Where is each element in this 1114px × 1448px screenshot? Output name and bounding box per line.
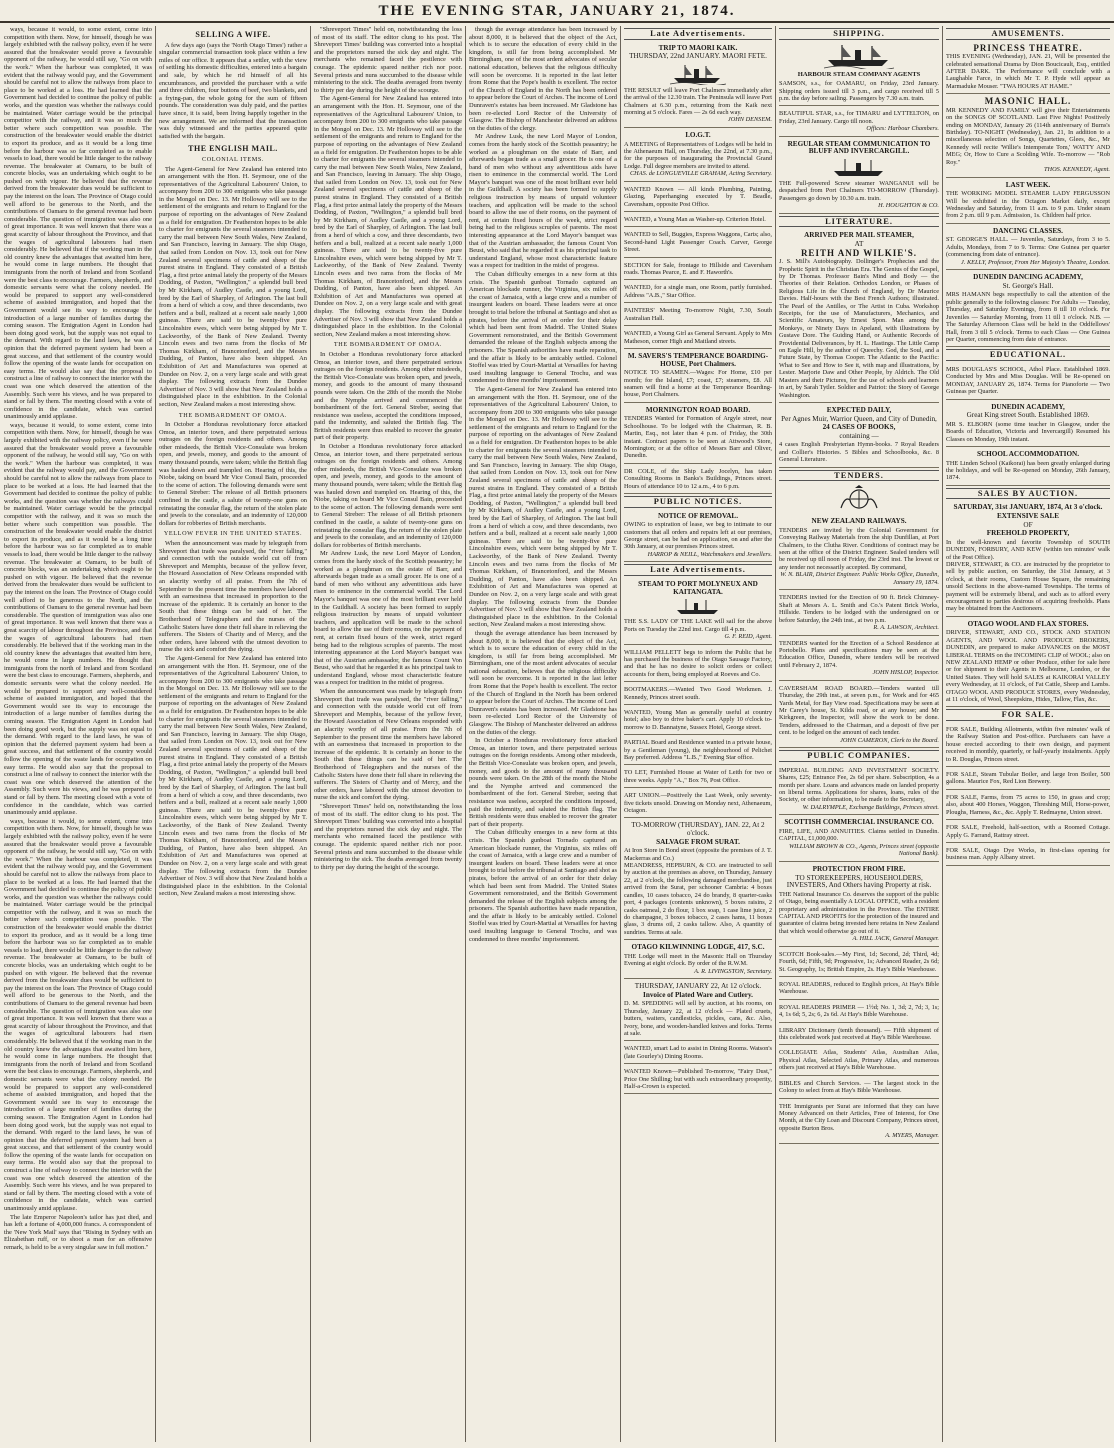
section-heading-late-ads: Late Advertisements.: [624, 564, 772, 576]
ad-date: THURSDAY, 22nd JANUARY. MAORI FETE.: [629, 52, 767, 61]
column-divider: [775, 26, 776, 1442]
ad-body: THIS EVENING (Wednesday), JAN. 21, Will be presented the celebrated sensational Drama by Dion Boucicault, Esq., entitled AFTER DARK. The Performance will conclude with a Laughable Farce, in which Mr T. P. Hyde will appear as Marmaduke Mouser. "TWA HOURS AT HAME.": [946, 53, 1110, 90]
column-3: [314, 26, 462, 1444]
column-divider: [310, 26, 311, 1442]
headline-english-mail: THE ENGLISH MAIL.: [188, 144, 278, 154]
ad-body: WILLIAM PELLETT begs to inform the Public that he has purchased the business of the Otago Sausage Factory, and that he has no desire to solicit orders or collect accounts for them, being employed at Roeves and Co.: [624, 648, 772, 678]
ad-body: THE S.S. LADY OF THE LAKE will sail for the above Ports on Tuesday the 22nd inst. Cargo till 4 p.m.: [624, 618, 772, 633]
ad-signature: A. HILL JACK, General Manager.: [852, 935, 939, 943]
ad-title: HARBOUR STEAM COMPANY AGENTS: [797, 70, 921, 78]
ad-mornington-road-board: [624, 405, 772, 464]
ship-vignette-icon: [831, 158, 887, 178]
ad-title: NOTICE OF REMOVAL.: [657, 511, 739, 520]
ad-wanted: [624, 282, 772, 303]
ship-vignette-icon: [674, 598, 722, 616]
ad-body: 4 cases English Presbyterian Hymn-books. 7 Royal Readers and Collier's Histories. 5 Bibles and Schoolbooks, &c. 8 General Literature.: [779, 441, 939, 464]
ad-signature: WILLIAM BROWN & CO., Agents, Princes street (opposite National Bank).: [788, 842, 939, 858]
ad-of: OF: [1023, 520, 1033, 529]
column-4: [469, 26, 617, 1444]
column-5: [624, 26, 772, 1444]
ad-title: PRINCESS THEATRE.: [973, 42, 1083, 53]
ad-body: COLLEGIATE Atlas, Students' Atlas, Australian Atlas, Physical Atlas, Selected Atlas, Primary Atlas, and numerous others just received at Hay's Bible Warehouse.: [779, 1049, 939, 1072]
section-heading-public-companies: PUBLIC COMPANIES.: [779, 750, 939, 762]
ad-body: FOR SALE, Farms, from 75 acres to 150, in grass and crop; also, about 400 Horses, Waggon, Threshing Mill, Horse-power, Ploughs, Harness, &c., &c. Apply T. Redmayne, Union street.: [946, 793, 1110, 816]
ad-signature: Offices: Harbour Chambers.: [866, 125, 939, 133]
ad-for-sale: [946, 724, 1110, 767]
subhead-yellow-fever: YELLOW FEVER IN THE UNITED STATES.: [163, 530, 303, 538]
ad-body: FOR SALE, Otago Dye Works, in first-class opening for business man. Apply Albany street.: [946, 846, 1110, 862]
ad-body: THE Lodge will meet in the Masonic Hall on Thursday Evening at eight o'clock. By order of the R.W.M.: [624, 952, 772, 968]
ad-body: CAVERSHAM ROAD BOARD.—Tenders wanted till Thursday, the 29th inst., at seven p.m., for Work and for 465 Yards Metal, for Bay View road. Specifications may be seen at Mr Carey's house, St. Kilda road, or at any house; and Mr Kirkgreen, the Inspector, will show the work to be done. Tenders, addressed to the Chairman, and a deposit of five per cent. to be lodged on the amount of each tender.: [779, 684, 939, 737]
ad-library-dictionary: [779, 1025, 939, 1046]
ad-body: FOR SALE, Freehold, half-section, with a Roomed Cottage. Apply G. Farrand, Rattray street.: [946, 824, 1110, 839]
ad-wanted: [624, 184, 772, 212]
column-divider: [620, 26, 621, 1442]
masthead: [0, 0, 1114, 22]
royal-crest-icon: [839, 484, 879, 514]
column-divider: [155, 26, 156, 1442]
ad-wanted: [624, 1043, 772, 1064]
ad-date: SATURDAY, 31st JANUARY, 1874, At 3 o'clock.: [953, 503, 1103, 512]
ad-body: DR COLE, of the Ship Lady Jocelyn, has taken Consulting Rooms in Banks's Buildings, Princes street. Hours of attendance 10 to 12 a.m., 4 to 6 p.m.: [624, 467, 772, 490]
ad-collegiate-atlas: [779, 1047, 939, 1075]
ad-title: SCOTTISH COMMERCIAL INSURANCE CO.: [784, 818, 934, 827]
ad-body: ART UNION.—Positively the Last Week, only seventy-five tickets unsold. Drawing on Monday next, Athenaeum, Octagon.: [624, 792, 772, 815]
ad-title: STEAM TO PORT MOLYNEUX AND KAITANGATA.: [638, 579, 758, 596]
ad-title: REITH AND WILKIE'S.: [800, 247, 918, 258]
ad-body: At Iron Store in Bond street (opposite the premises of J. T. Mackerras and Co.): [624, 847, 772, 862]
section-heading-shipping: SHIPPING.: [779, 28, 939, 40]
headline-selling-a-wife: SELLING A WIFE.: [195, 30, 271, 39]
ad-wanted: [624, 214, 772, 227]
ad-title: LAST WEEK.: [1005, 180, 1051, 189]
ad-caversham-road-board: [779, 683, 939, 748]
ad-body: WANTED Known—Published To-morrow, "Fairy Dust," Price One Shilling; but with such extraordinary prosperity, Half-a-Crown is expected.: [624, 1068, 772, 1090]
ad-wanganui: [779, 139, 939, 214]
ad-royal-readers-primer: [779, 1002, 939, 1023]
ad-body: WANTED, for a single man, one Room, partly furnished. Address "A.B.," Star Office.: [624, 284, 772, 299]
ad-signature: CHAS. de LONGUEVILLE GRAHAM, Acting Secretary.: [629, 170, 772, 178]
ad-title: DUNEDIN DANCING ACADEMY,: [973, 273, 1083, 282]
subhead-omoa: THE BOMBARDMENT OF OMOA.: [178, 411, 288, 419]
section-heading-amusements: AMUSEMENTS.: [946, 28, 1110, 40]
column-2: [159, 26, 307, 1444]
ad-bootmakers: [624, 684, 772, 705]
ad-body: THE RESULT will leave Port Chalmers immediately after the arrival of the 12.30 train. The Peninsula will leave Port Chalmers at 6.30 p.m., returning from the Kaik next morning at 5 o'clock. Fares — 2s 6d each way.: [624, 86, 772, 116]
section-heading-literature: LITERATURE.: [779, 216, 939, 228]
ad-body: PAINTERS' Meeting To-morrow Night, 7.30, South Australian Hall.: [624, 307, 772, 322]
ad-body: DRIVER, STEWART, & CO. are instructed by the proprietor to sell by public auction, on Saturday, the 31st January, at 3 o'clock, at their rooms, Custom House Square, the remaining unsold Sections in the above-named Townships. The terms of payment will be extremely liberal, and such as to afford every encouragement to parties desirous of acquiring freeholds. Plans may be obtained from the Auctioneers.: [946, 560, 1110, 613]
ad-body: THE Full-powered Screw steamer WANGANUI will be despatched from Port Chalmers TO-MORROW (Thursday). Passengers go down by 10.30 a.m. train.: [779, 180, 939, 202]
ad-signature: J. KELLY, Professor, From Her Majesty's Theatre, London.: [961, 258, 1110, 266]
article-text: The late Emperor Napoleon's tailor has just died, and has left a fortune of 4,000,000 francs. A correspondent of the 'New York Mail' says that "Rising in Sydney with an Elizabethan ruff, or to shoot a man for an offensive remark, is held to be a very singular saw in full motion.": [4, 1213, 152, 1251]
ad-protection-from-fire: [779, 864, 939, 947]
section-heading-for-sale: FOR SALE.: [946, 709, 1110, 721]
ad-for-sale: [946, 845, 1110, 866]
ad-wool-flax-stores: [946, 619, 1110, 708]
article-text: though the average attendance has been increased by about 8,000, it is believed that the object of the Act, which is to secure the education of every child in the kingdom, is still far from being accomplished. Mr Birmingham, one of the most ardent advocates of secular national education, believes that the religious difficulty will soon be overcome. It is reported in the last letter from Rome that the Pope's health is excellent. The rector of the Church of England in the North has been ordered to appear before the Court of Arches. The income of Lord Dunraven's estates has been increased. Mr Gladstone has been re-elected Lord Rector of the University of Glasgow. The Bishop of Manchester delivered an address on the duties of the clergy.: [469, 629, 617, 736]
ad-body: ROYAL READERS PRIMER — 1½d; No. 1, 3d; 2, 7d; 3, 1s; 4, 1s 6d; 5, 2s; 6, 2s 6d. At Hay's Bible Warehouse.: [779, 1003, 939, 1019]
article-text: Mr Andrew Lusk, the new Lord Mayor of London, comes from the hardy stock of the Scottish peasantry; he worked as a ploughman on the estate of Barr, and afterwards began trade as a small grocer. He is one of a band of men who without any adventitious aids have risen to eminence in the commercial world. The Lord Mayor's banquet was one of the most brilliant ever held in the Guildhall. A society has been formed to supply religious instruction by means of unpaid volunteer teachers, and application will be made to the school board to allow the use of their rooms, on the payment of rent, at certain fixed hours of the week, strict regard being had to the religious scruples of parents. The most interesting appearance at the Lord Mayor's banquet was that of the Austrian ambassador, the famous Count Von Beust, who said that he regarded it as his principal task to understand England, whose most characteristic feature was a respect for tradition in the midst of progress.: [469, 133, 617, 270]
ad-kilwinning-lodge: [624, 942, 772, 979]
ad-dancing-academy: [946, 272, 1110, 347]
ad-signature: HARROP & NEILL, Watchmakers and Jewellers.: [647, 550, 772, 558]
column-divider: [942, 26, 943, 1442]
ad-scottish-commercial: [779, 817, 939, 862]
ad-body: In the well-known and favorite Township of SOUTH DUNEDIN, FORBURY, AND KEW (within ten minutes' walk of the Post Office).: [946, 538, 1110, 561]
ad-body: BOOTMAKERS.—Wanted Two Good Workmen. J. Kennedy, Princes street south.: [624, 686, 772, 701]
ad-body: THE National Insurance Co. deserves the support of the public of Otago, being essentially A LOCAL OFFICE, with a resident proprietary and administration in the Province. The ENTIRE CAPITAL AND PROFITS for the protection of the insured and guarantee of claims being invested here retains in New Zealand that which would otherwise go out of it.: [779, 890, 939, 935]
ad-signature: JOHN DENSEM.: [727, 116, 772, 124]
ad-signature: A. R. LIVINGSTON, Secretary.: [694, 967, 772, 975]
section-heading-sales-by-auction: SALES BY AUCTION.: [946, 488, 1110, 500]
ad-body: SECTION for Sale, frontage to Hillside and Caversham roads. Thomas Pearce, E. and F. Haworth's.: [624, 261, 772, 277]
ad-subtitle: TO STOREKEEPERS, HOUSEHOLDERS, INVESTERS, And Others having Property at risk.: [786, 873, 932, 890]
ad-body: MR KENNEDY AND FAMILY will give their Entertainments on the SONGS OF SCOTLAND. Last Five Nights! Positively ending on MONDAY, January 26 (114th anniversary of Burns's Birthday). TO-NIGHT (Wednesday), Jan. 21, In addition to a miscellaneous selection of Songs, Quartettes, Glees, &c., Mr Kennedy will recite 'Willie's Intemperate Tom,' WATTY AND MEG; Or, How to Cure a Scolding Wife. To-morrow — "Rob Roy.": [946, 106, 1110, 166]
steamer-woodcut-icon: [670, 63, 726, 85]
section-heading-late-ads: Late Advertisements.: [624, 28, 772, 40]
ad-body: THE Linden School (Kaikorai) has been greatly enlarged during the holidays, and will be Re-opened on Monday, 26th January, 1874.: [946, 459, 1110, 482]
ad-painters: [624, 305, 772, 326]
column-1: [4, 26, 152, 1444]
subhead-omoa: THE BOMBARDMENT OF OMOA.: [333, 341, 443, 349]
article-text: In October a Honduras revolutionary force attacked Omoa, an interior town, and there perpetrated serious outrages on the foreign residents. Among other misdeeds, the British Vice-Consulate was broken open, and jewels, money, and goods to the amount of many thousand pounds were taken. On the 28th of the month the Niobe and the Nymphe arrived and commenced the bombardment of the fort. General Streber, seeing that resistance was useless, accepted the conditions imposed, paid the indemnity, and saluted the British flag. The British residents were thus enabled to recover the greater part of their property.: [314, 350, 462, 442]
ad-body: IMPERIAL BUILDING AND INVESTMENT SOCIETY. Shares, £25; Entrance Fee, 2s 6d per share. Subscription, 4s a month per share. Loans and advances made on landed property on liberal terms. Applications for shares, loans, rules of the Society, or other information, to be made to the Secretary,: [779, 766, 939, 804]
ad-body: MRS DOUGLAS'S SCHOOL, Athol Place. Established 1869. Conducted by Mrs and Miss Douglas. Will be Re-opened on MONDAY, JANUARY 26, 1874. Terms for Pianoforte — Two Guineas per Quarter.: [946, 365, 1110, 396]
article-text: The Cuban difficulty emerges in a new form at this crisis. The Spanish gunboat Tornado captured an American blockade runner, the Virginius, six miles off the coast of Jamaica, with a large crew and a number of insurgent leaders on board. These leaders were at once brought to trial before the tribunal at Santiago and shot as pirates, before the arrival of an order for their delay which had been sent from Madrid. The United States Government remonstrated, and the British Government demanded the release of the English subjects among the prisoners. The Spanish authorities have made reparation, and the affair is likely to be amicably settled. Colonel Stoffel was tried by Court-Martial at Versailles for having used insulting language to General Trochu, and was condemned to three months' imprisonment.: [469, 271, 617, 385]
ad-body: WANTED, a Young Girl as General Servant. Apply to Mrs Matheson, corner High and Maitland streets.: [624, 330, 772, 345]
subhead-colonial-items: COLONIAL ITEMS.: [201, 155, 265, 163]
article-text: The Cuban difficulty emerges in a new form at this crisis. The Spanish gunboat Tornado captured an American blockade runner, the Virginius, six miles off the coast of Jamaica, with a large crew and a number of insurgent leaders on board. These leaders were at once brought to trial before the tribunal at Santiago and shot as pirates, before the arrival of an order for their delay which had been sent from Madrid. The United States Government remonstrated, and the British Government demanded the release of the English subjects among the prisoners. The Spanish authorities have made reparation, and the affair is likely to be amicably settled. Colonel Stoffel was tried by Court-Martial at Versailles for having used insulting language to General Trochu, and was condemned to three months' imprisonment.: [469, 829, 617, 943]
article-text: Mr Andrew Lusk, the new Lord Mayor of London, comes from the hardy stock of the Scottish peasantry; he worked as a ploughman on the estate of Barr, and afterwards began trade as a small grocer. He is one of a band of men who without any adventitious aids have risen to eminence in the commercial world. The Lord Mayor's banquet was one of the most brilliant ever held in the Guildhall. A society has been formed to supply religious instruction by means of unpaid volunteer teachers, and application will be made to the school board to allow the use of their rooms, on the payment of rent, at certain fixed hours of the week, strict regard being had to the religious scruples of parents. The most interesting appearance at the Lord Mayor's banquet was that of the Austrian ambassador, the famous Count Von Beust, who said that he regarded it as his principal task to understand England, whose most characteristic feature was a respect for tradition in the midst of progress.: [314, 550, 462, 687]
ad-body: Per Agnes Muir, Warrior Queen, and City of Dunedin,: [781, 414, 937, 423]
ad-title: FREEHOLD PROPERTY,: [986, 529, 1070, 538]
article-text: The Agent-General for New Zealand has entered into an arrangement with the Hon. H. Seymour, one of the representatives of the Agricultural Labourers' Union, to accompany from 200 to 300 emigrants who take passage in the Mongol on Dec. 13. Mr Holloway will see to the settlement of the emigrants and return to England for the purpose of reporting on the advantages of New Zealand as a field for emigration. Dr Featherston hopes to be able to charter for emigrants the several steamers intended to carry the mail between New South Wales, New Zealand, and San Francisco, leaving in January. The ship Otago, that sailed from London on Nov. 13, took out for New Zealand several specimens of cattle and sheep of the purest strains in England. They consisted of a British Flag, a first prize animal lately the property of the Messrs Dodding, of Paxton, "Wellington," a splendid bull bred by Mr Kirkham, of Audley Castle, and a young Lord, bred by the Earl of Sharpley, of Arlington. The last bull from a herd of which a cow, and three descendants, two heifers and a bull, realized at a recent sale nearly 1,000 guineas. There are said to be twenty-five pure Lincolnshire ewes, which were being shipped by Mr T. Lackworthy, of the Bank of New Zealand. Twenty Lincoln ewes and two rams from the flocks of Mr Thomas Kirkham, of Brancetonford, and the Messrs Dudding, of Panton, have also been shipped. An Exhibition of Art and Manufactures was opened at Dundee on Nov. 2, on a very large scale and with great display. The following extracts from the Dundee Advertiser of Nov. 3 will show that New Zealand holds a distinguished place in the exhibition. In the Colonial section, New Zealand makes a most interesting show.: [159, 654, 307, 898]
article-text: In October a Honduras revolutionary force attacked Omoa, an interior town, and there perpetrated serious outrages on the foreign residents and others. Among other misdeeds, the British Vice-Consulate was broken open, and jewels, money, and goods to the amount of many thousand pounds, were taken; while the British flag was hauled down and trampled on. Hearing of this, the Niobe, taking on board Mr Vice Consul Bain, proceeded to the scene of action. The following demands were sent to General Streber: The release of all British prisoners confined in the castle, a salute of twenty-one guns on reinstating the consular flag, the return of the stolen plate and jewels to the consulate, and an indemnity of 120,000 dollars for robberies of British merchants.: [159, 421, 307, 527]
ad-section-for-sale: [624, 260, 772, 281]
ad-signature: A. MYERS, Manager.: [885, 1132, 939, 1140]
section-heading-public-notices: PUBLIC NOTICES.: [624, 496, 772, 508]
ad-title: EXPECTED DAILY,: [826, 405, 892, 414]
ad-for-sale: [946, 822, 1110, 843]
ad-signature: W. N. BLAIR, District Engineer. Public Works Office, Dunedin, January 19, 1874.: [780, 571, 939, 586]
masthead-rule: [0, 21, 1114, 23]
ad-wanted: [624, 229, 772, 257]
ad-for-sale: [946, 792, 1110, 820]
ad-body: FOR SALE, Steam Tubular Boiler, and large Iron Boiler, 500 gallons. Maurice Fox, Red Lion Brewery.: [946, 771, 1110, 786]
ad-scotch-books: [779, 949, 939, 977]
ad-body: ST. GEORGE'S HALL. — Juveniles, Saturdays, from 3 to 5. Adults, Mondays, from 7 to 9. Terms: One Guinea per quarter (commencing from date of entrance).: [946, 236, 1110, 259]
ad-title: MASONIC HALL.: [984, 96, 1072, 107]
ad-title: 24 CASES OF BOOKS,: [822, 423, 896, 432]
ad-expected-daily: [779, 405, 939, 468]
ad-freehold-sale: [946, 502, 1110, 616]
ad-body: MR S. ELBORN (some time teacher in Glasgow, under the Boards of Education, Victoria and Invercargill) Resumed his Classes on Monday, 19th instant.: [946, 420, 1110, 443]
ad-art-union: [624, 790, 772, 818]
ad-to-let: [624, 767, 772, 788]
ad-samson: [779, 78, 939, 106]
article-text: ways, because it would, to some extent, come into competition with them. Now, for himself, though he was largely exhibited with the railway policy, even if he were assured that the breakwater would prove a favourable opponent of the railway, he would still say, "Go on with the work." When the harbour was completed, it was evident that the railway would pay, and the Government should be careful not to allow the railways from place to place to be worked at a loss. He had learned that the Government had decided to continue the policy of public works, and the question was whether the railways could be maintained. Water carriage would be the principal competitor with the railway, and it was so much the better where such competition was possible. The construction of the breakwater would enable the district to export its produce, and as it would be a long time before the harbour was so far completed as to enable vessels to load, there would be little danger to the railway revenue. The breakwater at Oamaru, to be built of concrete blocks, was an undertaking which ought to be pushed on with vigour. He believed that the revenue derived from the breakwater dues would be sufficient to pay the interest on the loan. The Province of Otago could well afford to be generous to the North, and the contributions of Oamaru to the general revenue had been considerable. The question of immigration was also one of great importance. It was well known that there was a great scarcity of labour throughout the Province, and that the wages of agricultural labourers had risen considerably. He believed that if the working man in the old country knew the advantages that awaited him here, he would come in large numbers. He thought that immigrants from the north of Ireland and from Scotland were the best class to encourage. Farmers, shepherds, and domestic servants were what the colony needed. He would be prepared to support any well-considered scheme of assisted immigration, and hoped that the Government would see its way to encourage the introduction of a large number of families during the coming season. The Emigration Agent in London had been doing good work, but the supply was not equal to the demand. With regard to the land laws, he was of opinion that the deferred payment system had been a great success, and that settlement of the country would follow the opening of the waste lands for occupation on easy terms. He would also say that the proposal to construct a line of railway to connect the interior with the coast was one which deserved the attention of the Assembly. Such were his views, and he was prepared to stand or fall by them. The meeting closed with a vote of confidence in the candidate, which was carried unanimously amid applause.: [4, 26, 152, 421]
ad-body: A MEETING of Representatives of Lodges will be held in the Athenaeum Hall, on Thursday, the 22nd, at 7.30 p.m., for the purposes of inaugurating the Provincial Grand Lodge. Full degree members are invited to attend.: [624, 140, 772, 170]
ad-title: DUNEDIN ACADEMY,: [991, 402, 1065, 411]
ad-salvage-surat: [624, 820, 772, 940]
ad-date: TO-MORROW (THURSDAY), JAN. 22, At 2 o'clock.: [631, 821, 765, 838]
ad-body: MEANDRESS, HEPBURN, & CO. are instructed to sell by auction at the premises as above, on Thursday, January 22, at 2 o'clock, the following damaged merchandise, just arrived from the Surat, per schooner Cambria: 4 boxes candles, 10 cases tobacco, 24 do brandy, 8 quarter-casks port, 4 packages (contents unknown), 5 boxes raisins, 2 casks oatmeal, 2 do flour, 1 box soap, 1 case lime juice, 2 do champagne, 3 boxes tobacco, 2 cases hams, 11 boxes glass, 3 drums oil, 2 casks tallow. Also, A quantity of sundries. Terms at sale.: [624, 862, 772, 936]
ad-body: ROYAL READERS, reduced to English prices, At Hay's Bible Warehouse.: [779, 981, 939, 996]
ad-temperance-house: [624, 351, 772, 403]
article-text: ways, because it would, to some extent, come into competition with them. Now, for himself, though he was largely exhibited with the railway policy, even if he were assured that the breakwater would prove a favourable opponent of the railway, he would still say, "Go on with the work." When the harbour was completed, it was evident that the railway would pay, and the Government should be careful not to allow the railways from place to place to be worked at a loss. He had learned that the Government had decided to continue the policy of public works, and the question was whether the railways could be maintained. Water carriage would be the principal competitor with the railway, and it was so much the better where such competition was possible. The construction of the breakwater would enable the district to export its produce, and as it would be a long time before the harbour was so far completed as to enable vessels to load, there would be little danger to the railway revenue. The breakwater at Oamaru, to be built of concrete blocks, was an undertaking which ought to be pushed on with vigour. He believed that the revenue derived from the breakwater dues would be sufficient to pay the interest on the loan. The Province of Otago could well afford to be generous to the North, and the contributions of Oamaru to the general revenue had been considerable. The question of immigration was also one of great importance. It was well known that there was a great scarcity of labour throughout the Province, and that the wages of agricultural labourers had risen considerably. He believed that if the working man in the old country knew the advantages that awaited him here, he would come in large numbers. He thought that immigrants from the north of Ireland and from Scotland were the best class to encourage. Farmers, shepherds, and domestic servants were what the colony needed. He would be prepared to support any well-considered scheme of assisted immigration, and hoped that the Government would see its way to encourage the introduction of a large number of families during the coming season. The Emigration Agent in London had been doing good work, but the supply was not equal to the demand. With regard to the land laws, he was of opinion that the deferred payment system had been a great success, and that settlement of the country would follow the opening of the waste lands for occupation on easy terms. He would also say that the proposal to construct a line of railway to connect the interior with the coast was one which deserved the attention of the Assembly. Such were his views, and he was prepared to stand or fall by them. The meeting closed with a vote of confidence in the candidate, which was carried unanimously amid applause.: [4, 421, 152, 817]
ad-iogt: [624, 130, 772, 182]
ad-body: NOTICE TO SEAMEN.—Wages: For Home, £10 per month; for the Island, £7; coast, £7; steamers, £8. All seamen will find a home at the Temperance Boarding-house, Port Chalmers.: [624, 369, 772, 399]
article-text: In October a Honduras revolutionary force attacked Omoa, an interior town, and there perpetrated serious outrages on the foreign residents. Among other misdeeds, the British Vice-Consulate was broken open, and jewels, money, and goods to the amount of many thousand pounds were taken. On the 28th of the month the Niobe and the Nymphe arrived and commenced the bombardment of the fort. General Streber, seeing that resistance was useless, accepted the conditions imposed, paid the indemnity, and saluted the British flag. The British residents were thus enabled to recover the greater part of their property.: [469, 737, 617, 828]
ad-dunedin-academy: [946, 402, 1110, 447]
ad-title: OTAGO KILWINNING LODGE, 417, S.C.: [631, 943, 765, 952]
ad-signature: JOHN CAMERON, Clerk to the Board.: [840, 736, 939, 744]
ad-body: FOR SALE, Building Allotments, within five minutes' walk of the Railway Station and Post-office. Purchasers can have a house erected according to their own design, and payment received in monthly, quarterly, or half-yearly instalments. Apply to R. Douglas, Princes street.: [946, 726, 1110, 763]
ad-title: SALVAGE FROM SURAT.: [656, 837, 740, 846]
ad-signature: JOHN HISLOP, Inspector.: [872, 669, 939, 677]
ad-title: PROTECTION FROM FIRE.: [812, 865, 906, 873]
ad-beautiful-star: [779, 108, 939, 136]
article-text: When the announcement was made by telegraph from Shreveport that trade was paralysed, the "river falling," and connection with the outside world cut off from Shreveport and Memphis, because of the yellow fever, the Howard Association of New Orleans responded with an alacrity worthy of all praise. From the 7th of September to the present time the members have labored with an earnestness that increased in proportion to the increase of the epidemic. It is certainly an honor to the South that these things can be said of her. The Brotherhood of Telegraphers and the nurses of the Catholic Sisters have done their full share in relieving the sufferers. The Sisters of Charity and of Mercy, and the other orders, have labored with the utmost devotion to nurse the sick and comfort the dying.: [159, 540, 307, 654]
ad-body: TENDERS invited for the Erection of 90 ft. Brick Chimney-Shaft at Messrs A. L. Smith and Co.'s Patent Brick Works, Hillside. Tenders to be lodged with the undersigned on or before Saturday, the 24th inst., at two p.m.: [779, 594, 939, 624]
masthead-title: THE EVENING STAR, JANUARY 21, 1874.: [378, 3, 736, 19]
ad-body: THE WORKING MODEL STEAMER LADY FERGUSSON Will be exhibited in the Octagon Market daily, except Wednesday and Saturday, from 11 a.m. to 9 p.m. Under steam from 2 p.m. till 9 p.m. Admission, 1s. Children half price.: [946, 190, 1110, 220]
article-text: "Shreveport Times" held on, notwithstanding the loss of most of its staff. The editor clung to his post. The Shreveport Times' building was converted into a hospital and the proprietors nursed the sick day and night. The merchants who remained faced the pestilence with courage. The epidemic spared neither rich nor poor. Several priests and nuns succumbed to the disease while ministering to the sick. The deaths averaged from twenty to thirty per day during the height of the scourge.: [314, 26, 462, 94]
ad-steam-port-molyneux: [624, 579, 772, 645]
ad-title: REGULAR STEAM COMMUNICATION TO BLUFF AND INVERCARGILL.: [787, 139, 931, 156]
ad-at: AT: [854, 240, 864, 248]
ad-trip-maori-kaik: [624, 43, 772, 128]
ad-body: WANTED, Young Man as generally useful at country hotel; also boy to drive baker's cart. Apply 10 o'clock to-morrow to D. Bannatyne, Sussex Hotel, George street.: [624, 709, 772, 731]
ad-notice-of-removal: [624, 511, 772, 563]
ad-body: WANTED Known — All kinds Plumbing, Painting, Glazing, Paperhanging executed by T. Beadle, Cavensham, opposite Post Office.: [624, 185, 772, 208]
ad-body: SAMSON, s.s., for OAMARU, on Friday, 23rd January. Shipping orders issued till 3 p.m., and cargo received till 5 p.m. the day before sailing. Passengers by 7.30 a.m. train.: [779, 80, 939, 102]
article-text: When the announcement was made by telegraph from Shreveport that trade was paralysed, the "river falling," and connection with the outside world cut off from Shreveport and Memphis, because of the yellow fever, the Howard Association of New Orleans responded with an alacrity worthy of all praise. From the 7th of September to the present time the members have labored with an earnestness that increased in proportion to the increase of the epidemic. It is certainly an honor to the South that these things can be said of her. The Brotherhood of Telegraphers and the nurses of the Catholic Sisters have done their full share in relieving the sufferers. The Sisters of Charity and of Mercy, and the other orders, have labored with the utmost devotion to nurse the sick and comfort the dying.: [314, 688, 462, 802]
ad-princess-theatre: [946, 43, 1110, 95]
ad-signature: G. F. REID, Agent.: [724, 632, 772, 640]
ad-signature: R. A. LAWSON, Architect.: [873, 623, 939, 631]
ad-title: SCHOOL ACCOMMODATION.: [976, 449, 1080, 458]
ad-for-sale: [946, 769, 1110, 790]
ad-masonic-hall: [946, 96, 1110, 177]
ad-nz-railways: [779, 516, 939, 590]
steamer-woodcut-icon: [824, 43, 894, 69]
ad-signature: THOS. KENNEDY, Agent.: [1044, 166, 1110, 174]
ad-title: I.O.G.T.: [685, 131, 711, 139]
ad-body: TENDERS wanted for the Erection of a School Residence at Portobello. Plans and specifications may be seen at the Education Office, Dunedin, where tenders will be received until February 2, 1874.: [779, 639, 939, 669]
ad-body: TENDERS Wanted for Formation of Argyle street, near Schoolhouse. To be lodged with the Chairman, R. B. Martin, Esq., not later than 4 p.m. of Friday, the 30th instant. Contract papers to be seen at Attwood's Store, Mornington; or at the office of Messrs Barr and Oliver, Dunedin.: [624, 415, 772, 460]
article-text: ways, because it would, to some extent, come into competition with them. Now, for himself, though he was largely exhibited with the railway policy, even if he were assured that the breakwater would prove a favourable opponent of the railway, he would still say, "Go on with the work." When the harbour was completed, it was evident that the railway would pay, and the Government should be careful not to allow the railways from place to place to be worked at a loss. He had learned that the Government had decided to continue the policy of public works, and the question was whether the railways could be maintained. Water carriage would be the principal competitor with the railway, and it was so much the better where such competition was possible. The construction of the breakwater would enable the district to export its produce, and as it would be a long time before the harbour was so far completed as to enable vessels to load, there would be little danger to the railway revenue. The breakwater at Oamaru, to be built of concrete blocks, was an undertaking which ought to be pushed on with vigour. He believed that the revenue derived from the breakwater dues would be sufficient to pay the interest on the loan. The Province of Otago could well afford to be generous to the North, and the contributions of Oamaru to the general revenue had been considerable. The question of immigration was also one of great importance. It was well known that there was a great scarcity of labour throughout the Province, and that the wages of agricultural labourers had risen considerably. He believed that if the working man in the old country knew the advantages that awaited him here, he would come in large numbers. He thought that immigrants from the north of Ireland and from Scotland were the best class to encourage. Farmers, shepherds, and domestic servants were what the colony needed. He would be prepared to support any well-considered scheme of assisted immigration, and hoped that the Government would see its way to encourage the introduction of a large number of families during the coming season. The Emigration Agent in London had been doing good work, but the supply was not equal to the demand. With regard to the land laws, he was of opinion that the deferred payment system had been a great success, and that settlement of the country would follow the opening of the waste lands for occupation on easy terms. He would also say that the proposal to construct a line of railway to connect the interior with the coast was one which deserved the attention of the Assembly. Such were his views, and he was prepared to stand or fall by them. The meeting closed with a vote of confidence in the candidate, which was carried unanimously amid applause.: [4, 817, 152, 1213]
ad-body: TENDERS are invited by the Colonial Government for Conveying Railway Materials from the ship Dunfillan, at Port Chalmers, to the Clutha River. Conditions of contract may be seen at the office of the District Engineer. Sealed tenders will be received up till noon of Friday, the 23rd inst. The lowest or any tender not necessarily accepted. By command,: [779, 526, 939, 571]
ad-body: BEAUTIFUL STAR, s.s., for TIMARU and LYTTELTON, on Friday, 23rd January. Cargo till noon.: [779, 110, 939, 125]
ad-bibles: [779, 1078, 939, 1099]
ad-title: M. SAVERS'S TEMPERANCE BOARDING-HOUSE, Port Chalmers.: [627, 351, 769, 368]
ad-date: THURSDAY, JANUARY 22, At 12 o'clock.: [634, 982, 762, 991]
ad-wanted: [624, 1066, 772, 1094]
ad-body: BIBLES and Church Services. — The largest stock in the Colony to select from at Hay's Bible Warehouse.: [779, 1079, 939, 1095]
article-text: "Shreveport Times" held on, notwithstanding the loss of most of its staff. The editor clung to his post. The Shreveport Times' building was converted into a hospital and the proprietors nursed the sick day and night. The merchants who remained faced the pestilence with courage. The epidemic spared neither rich nor poor. Several priests and nuns succumbed to the disease while ministering to the sick. The deaths averaged from twenty to thirty per day during the height of the scourge.: [314, 802, 462, 871]
ad-imperial-building: [779, 765, 939, 816]
ad-body: TO LET, Furnished House at Water of Leith for two or three weeks. Apply "A.," Box 76, Post Office.: [624, 769, 772, 784]
ad-pellett: [624, 647, 772, 683]
ad-body: SCOTCH Book-sales.—My First, 1d; Second, 2d; Third, 4d; Fourth, 6d; Fifth, 9d; Progressive, 1s; Advanced Reader, 2s 6d; St. Geography, 1s; British Empire, 2s. Hay's Bible Warehouse.: [779, 950, 939, 973]
ad-signature: H. HOUGHTON & CO.: [878, 202, 939, 210]
ad-body: Great King street South. Established 1869.: [966, 411, 1090, 420]
ad-tender-portobello: [779, 638, 939, 681]
article-text: The Agent-General for New Zealand has entered into an arrangement with the Hon. H. Seymour, one of the representatives of the Agricultural Labourers' Union, to accompany from 200 to 300 emigrants who take passage in the Mongol on Dec. 13. Mr Holloway will see to the settlement of the emigrants and return to England for the purpose of reporting on the advantages of New Zealand as a field for emigration. Dr Featherston hopes to be able to charter for emigrants the several steamers intended to carry the mail between New South Wales, New Zealand, and San Francisco, leaving in January. The ship Otago, that sailed from London on Nov. 13, took out for New Zealand several specimens of cattle and sheep of the purest strains in England. They consisted of a British Flag, a first prize animal lately the property of the Messrs Dodding, of Paxton, "Wellington," a splendid bull bred by Mr Kirkham, of Audley Castle, and a young Lord, bred by the Earl of Sharpley, of Arlington. The last bull from a herd of which a cow, and three descendants, two heifers and a bull, realized at a recent sale nearly 1,000 guineas. There are said to be twenty-five pure Lincolnshire ewes, which were being shipped by Mr T. Lackworthy, of the Bank of New Zealand. Twenty Lincoln ewes and two rams from the flocks of Mr Thomas Kirkham, of Brancetonford, and the Messrs Dudding, of Panton, have also been shipped. An Exhibition of Art and Manufactures was opened at Dundee on Nov. 2, on a very large scale and with great display. The following extracts from the Dundee Advertiser of Nov. 3 will show that New Zealand holds a distinguished place in the exhibition. In the Colonial section, New Zealand makes a most interesting show.: [159, 165, 307, 408]
ad-body: DRIVER, STEWART, AND CO., STOCK AND STATION AGENTS, AND WOOL AND PRODUCE BROKERS, DUNEDIN, are prepared to make ADVANCES on the MOST LIBERAL TERMS on the INCOMING CLIP of WOOL; also on NEW ZEALAND HEMP or other Produce, either for sale here or for shipment to their Agents in Melbourne, London, or the United States. They will hold SALES at KAIKORAI VALLEY every Wednesday, at 11 o'clock, of Fat Cattle, Sheep and Lambs. OTAGO WOOL AND PRODUCE STORES, every Wednesday, at 11 o'clock, of Wool, Sheepskins, Hides, Tallow, Flax, &c.: [946, 629, 1110, 704]
ad-body: containing —: [839, 431, 879, 440]
article-text: The Agent-General for New Zealand has entered into an arrangement with the Hon. H. Seymour, one of the representatives of the Agricultural Labourers' Union, to accompany from 200 to 300 emigrants who take passage in the Mongol on Dec. 13. Mr Holloway will see to the settlement of the emigrants and return to England for the purpose of reporting on the advantages of New Zealand as a field for emigration. Dr Featherston hopes to be able to charter for emigrants the several steamers intended to carry the mail between New South Wales, New Zealand, and San Francisco, leaving in January. The ship Otago, that sailed from London on Nov. 13, took out for New Zealand several specimens of cattle and sheep of the purest strains in England. They consisted of a British Flag, a first prize animal lately the property of the Messrs Dodding, of Paxton, "Wellington," a splendid bull bred by Mr Kirkham, of Audley Castle, and a young Lord, bred by the Earl of Sharpley, of Arlington. The last bull from a herd of which a cow, and three descendants, two heifers and a bull, realized at a recent sale nearly 1,000 guineas. There are said to be twenty-five pure Lincolnshire ewes, which were being shipped by Mr T. Lackworthy, of the Bank of New Zealand. Twenty Lincoln ewes and two rams from the flocks of Mr Thomas Kirkham, of Brancetonford, and the Messrs Dudding, of Panton, have also been shipped. An Exhibition of Art and Manufactures was opened at Dundee on Nov. 2, on a very large scale and with great display. The following extracts from the Dundee Advertiser of Nov. 3 will show that New Zealand holds a distinguished place in the exhibition. In the Colonial section, New Zealand makes a most interesting show.: [469, 385, 617, 629]
ad-title: ARRIVED PER MAIL STEAMER,: [804, 231, 914, 240]
article-text: In October a Honduras revolutionary force attacked Omoa, an interior town, and there perpetrated serious outrages on the foreign residents and others. Among other misdeeds, the British Vice-Consulate was broken open, and jewels, money, and goods to the amount of many thousand pounds, were taken; while the British flag was hauled down and trampled on. Hearing of this, the Niobe, taking on board Mr Vice Consul Bain, proceeded to the scene of action. The following demands were sent to General Streber: The release of all British prisoners confined in the castle, a salute of twenty-one guns on reinstating the consular flag, the return of the stolen plate and jewels to the consulate, and an indemnity of 120,000 dollars for robberies of British merchants.: [314, 443, 462, 549]
ad-douglas-school: [946, 364, 1110, 400]
ad-plated-ware: [624, 981, 772, 1041]
section-heading-tenders: TENDERS.: [779, 470, 939, 482]
ad-reith-wilkie: [779, 230, 939, 403]
column-7: [946, 26, 1110, 1444]
ad-body: FIRE, LIFE, AND ANNUITIES. Claims settled in Dunedin. CAPITAL, £1,000,000.: [779, 828, 939, 843]
ad-body: WANTED, smart Lad to assist in Dining Rooms. Watson's (late Gourley's) Dining Rooms.: [624, 1045, 772, 1060]
ad-body: OWING to expiration of lease, we beg to intimate to our customers that all orders and repairs left at our premises, George street, can be had on application, on and after the 30th January, at our premises Princes street.: [624, 521, 772, 551]
ad-wanted: [624, 328, 772, 349]
ad-title: EXTENSIVE SALE: [996, 511, 1060, 520]
ad-immigrants-surat: [779, 1101, 939, 1144]
column-divider: [465, 26, 466, 1442]
ad-title: Invoice of Plated Ware and Cutlery.: [643, 990, 753, 999]
section-heading-educational: EDUCATIONAL.: [946, 349, 1110, 361]
ad-wanted: [624, 707, 772, 735]
ad-body: PARTIAL Board and Residence wanted in a private house, by a Gentleman (young), the neighbourhood of Pelichet Bay preferred. Address "L.B.," Evening Star office.: [624, 739, 772, 762]
column-6: [779, 26, 939, 1444]
ad-body: WANTED to Sell, Buggies, Express Waggons, Carts; also, Second-hand Light Passenger Coach. Carver, George Street.: [624, 231, 772, 254]
ad-body: THE Immigrants per Surat are informed that they can have Money Advanced on their Articles, Free of Interest, for One Month, at the City Loan and Discount Company, Princes street, opposite Burton Bros.: [779, 1102, 939, 1132]
book-list: J. S. Mill's Autobiography. Dollinger's Prophecies and the Prophetic Spirit in the Christian Era. The Genius of the Gospel, by Dr Thomas. Professor Bain's Mind and Body — the Theories of their Relation. Orthodox London, or Phases of Religious Life in the Church of England, by Dr Maurice Davies. Half-hours with the Best French Authors; illustrated. The Pearl of the Antilles, or The Artist in Cuba. Workshop Receipts, for the use of Manufacturers, Mechanics, and Scientific Amateurs, by Ernest Spon. Man among the Monkeys, or Ninety Days in Apeland, with illustrations by Gustave Dore. The Guiding Hand, or Authentic Records of Providential Deliverances, by H. L. Hastings. The Little Camp on Eagle Hill, by the author of Queechy. God, the Soul, and a Future State, by Thomas Cooper. The Atlantic to the Pacific: What to See and How to See it, with map and illustrations, by Lester. Marjorie Daw and Other People, by Aldrich. The Old Masters and their Pictures, for the use of schools and learners in art, by Sarah Tytler. Soldier and Patriot: the Story of George Washington.: [779, 258, 939, 399]
article-text: The Agent-General for New Zealand has entered into an arrangement with the Hon. H. Seymour, one of the representatives of the Agricultural Labourers' Union, to accompany from 200 to 300 emigrants who take passage in the Mongol on Dec. 13. Mr Holloway will see to the settlement of the emigrants and return to England for the purpose of reporting on the advantages of New Zealand as a field for emigration. Dr Featherston hopes to be able to charter for emigrants the several steamers intended to carry the mail between New South Wales, New Zealand, and San Francisco, leaving in January. The ship Otago, that sailed from London on Nov. 13, took out for New Zealand several specimens of cattle and sheep of the purest strains in England. They consisted of a British Flag, a first prize animal lately the property of the Messrs Dodding, of Paxton, "Wellington," a splendid bull bred by Mr Kirkham, of Audley Castle, and a young Lord, bred by the Earl of Sharpley, of Arlington. The last bull from a herd of which a cow, and three descendants, two heifers and a bull, realized at a recent sale nearly 1,000 guineas. There are said to be twenty-five pure Lincolnshire ewes, which were being shipped by Mr T. Lackworthy, of the Bank of New Zealand. Twenty Lincoln ewes and two rams from the flocks of Mr Thomas Kirkham, of Brancetonford, and the Messrs Dudding, of Panton, have also been shipped. An Exhibition of Art and Manufactures was opened at Dundee on Nov. 2, on a very large scale and with great display. The following extracts from the Dundee Advertiser of Nov. 3 will show that New Zealand holds a distinguished place in the exhibition. In the Colonial section, New Zealand makes a most interesting show.: [314, 95, 462, 338]
article-text: though the average attendance has been increased by about 8,000, it is believed that the object of the Act, which is to secure the education of every child in the kingdom, is still far from being accomplished. Mr Birmingham, one of the most ardent advocates of secular national education, believes that the religious difficulty will soon be overcome. It is reported in the last letter from Rome that the Pope's health is excellent. The rector of the Church of England in the North has been ordered to appear before the Court of Arches. The income of Lord Dunraven's estates has been increased. Mr Gladstone has been re-elected Lord Rector of the University of Glasgow. The Bishop of Manchester delivered an address on the duties of the clergy.: [469, 26, 617, 132]
ad-signature: W. DALRYMPLE, Exchange Buildings, Princes street.: [802, 803, 939, 811]
ad-model-steamer: [946, 180, 1110, 224]
ad-body: MRS HAMANN begs respectfully to call the attention of the public generally to the following classes: For Adults — Tuesday, Thursday, and Saturday Evenings, from 8 till 10 o'clock. For Juveniles — Saturday Morning, from 11 till 1 o'clock. N.B. — The Saturday Afternoon Class will be held in the Oddfellows' Hall, from 3 till 5 o'clock. Terms to each Class — One Guinea per Quarter, commencing from date of entrance.: [946, 291, 1110, 343]
ad-body: LIBRARY Dictionary (tenth thousand). — Fifth shipment of this celebrated work just received at Hay's Bible Warehouse.: [779, 1026, 939, 1042]
article-text: A few days ago (says the 'North Otago Times') rather a singular commercial transaction took place within a few miles of our office. It appears that a settler, with the view of settling his domestic difficulties, entered into a bargain and sale, by which he rid himself of all his encumbrances, and provided the purchaser with a wife and three children, four buttons of beef, two blankets, and a frying-pan, the whole going for the sum of fifteen pounds. The consideration was duly paid, and the parties have since, it is said, been living happily together in the new arrangement. We are informed that the transaction was duly witnessed and the parties appeared quite satisfied with the bargain.: [159, 41, 307, 140]
ad-title: OTAGO WOOL AND FLAX STORES.: [967, 619, 1089, 628]
ad-tender-chimney: [779, 592, 939, 635]
ad-dr-cole: [624, 466, 772, 494]
ad-body: D. M. SPEDDING will sell by auction, at his rooms, on Thursday, January 22, at 12 o'clock — Plated cruets, butters, waiters, candlesticks, pickles, cans, &c. Also, Ivory, bone, and wooden-handled knives and forks. Terms at sale.: [624, 1000, 772, 1037]
ad-title: TRIP TO MAORI KAIK.: [658, 43, 738, 52]
ad-school-accommodation: [946, 449, 1110, 486]
ad-location: St. George's Hall.: [1002, 281, 1054, 290]
ad-title: NEW ZEALAND RAILWAYS.: [811, 517, 907, 526]
ad-dancing-classes: [946, 226, 1110, 270]
ad-title: MORNINGTON ROAD BOARD.: [645, 405, 751, 414]
ad-royal-readers: [779, 979, 939, 1000]
ad-body: WANTED, a Young Man as Washer-up. Criterion Hotel.: [624, 216, 766, 224]
ad-title: DANCING CLASSES.: [993, 226, 1063, 235]
ad-partial-board: [624, 737, 772, 765]
